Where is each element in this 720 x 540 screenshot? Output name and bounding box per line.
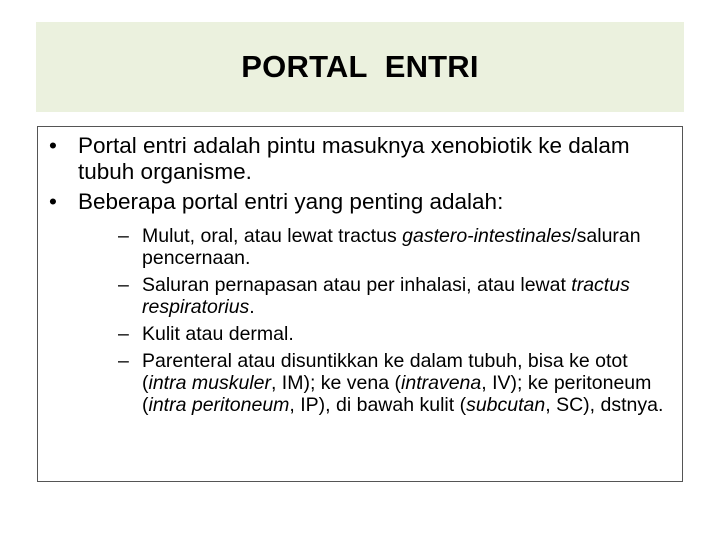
bullet-item [46, 189, 670, 416]
sub-bullet-text: , IP), di bawah kulit ( [289, 394, 467, 416]
dash-marker: – [118, 323, 129, 345]
sub-bullet-item [78, 274, 670, 318]
sub-bullet-item [78, 350, 670, 416]
sub-bullet-text: . [249, 296, 255, 318]
sub-bullet-italic: subcutan [466, 394, 546, 416]
dash-marker: – [118, 274, 129, 296]
bullet-list [46, 133, 670, 416]
sub-bullet-text: , SC), dstnya. [545, 394, 664, 416]
dash-marker: – [118, 225, 129, 247]
sub-bullet-text: , IM); ke vena ( [270, 372, 402, 394]
sub-bullet-italic: intra muskuler [148, 372, 271, 394]
sub-bullet-italic: intravena [401, 372, 482, 394]
bullet-marker: • [49, 133, 57, 158]
sub-bullet-text: Mulut, oral, atau lewat tractus [142, 225, 403, 247]
sub-bullet-item [78, 225, 670, 269]
sub-bullet-italic: tractus respiratorius [142, 274, 630, 318]
sub-bullet-text: Parenteral atau disuntikkan ke dalam tubuh, bisa ke otot ( [142, 350, 628, 394]
sub-bullet-italic: intra peritoneum [148, 394, 290, 416]
bullet-marker: • [49, 189, 57, 214]
sub-bullet-text: /saluran pencernaan. [142, 225, 641, 269]
sub-bullet-item [78, 323, 670, 345]
sub-bullet-italic: gastero-intestinales [402, 225, 572, 247]
sub-bullet-text: , IV); ke peritoneum ( [142, 372, 652, 416]
bullet-text: Portal entri adalah pintu masuknya xenobiotik ke dalam tubuh organisme. [78, 133, 630, 184]
slide-title: PORTAL ENTRI [241, 49, 479, 84]
content-box [37, 126, 683, 482]
bullet-text: Beberapa portal entri yang penting adalah: [78, 189, 504, 214]
bullet-item [46, 133, 670, 185]
sub-bullet-text: Saluran pernapasan atau per inhalasi, atau lewat [142, 274, 572, 296]
sub-bullet-text: Kulit atau dermal. [142, 323, 294, 345]
title-band [36, 22, 684, 112]
sub-bullet-list [78, 225, 670, 416]
dash-marker: – [118, 350, 129, 372]
